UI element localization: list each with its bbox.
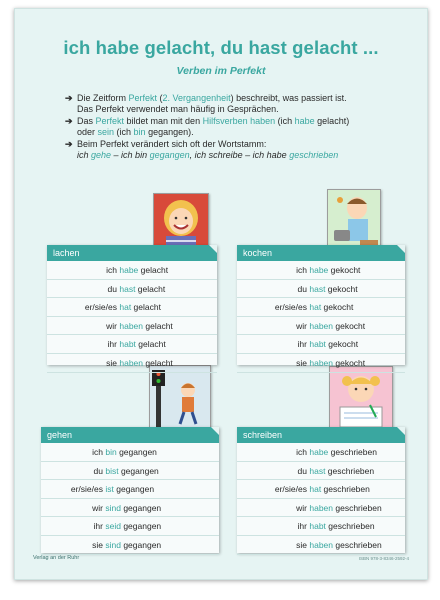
conjugation-row [47,317,217,336]
card-verb-header [47,245,217,261]
rule-text: (ich [114,127,134,138]
conjugation-row [237,354,405,373]
rule-item [67,139,407,162]
participle: geschrieben [335,539,382,550]
conjugation-row [41,462,219,481]
rule-line [77,116,407,127]
pronoun: er/sie/es [274,484,307,495]
auxiliary-verb: sind [103,539,124,550]
card-verb-label: schreiben [243,430,283,440]
auxiliary-verb: haben [307,539,336,550]
card-corner-fold [397,427,405,435]
highlighted-term: Hilfsverben haben [202,115,276,126]
pronoun: ihr [93,521,103,532]
pronoun: sie [296,357,307,368]
rule-item [67,93,407,116]
poster-subtitle: Verben im Perfekt [176,65,266,77]
card-verb-header [237,427,405,443]
auxiliary-verb: haben [307,320,336,331]
pronoun: ihr [107,339,117,350]
auxiliary-verb: habt [307,521,329,532]
pronoun: sie [296,539,307,550]
writing-girl-icon [330,367,392,429]
rule-text: gegangen). [145,127,194,138]
conjugation-row [237,261,405,280]
rule-text: ) beschreibt, was passiert ist. [230,93,347,103]
conjugation-card-lachen [47,245,217,368]
conjugation-row [237,536,405,555]
conjugation-row [237,335,405,354]
auxiliary-verb: hast [307,465,328,476]
highlighted-term: bin [133,127,146,138]
rule-item [67,116,407,139]
conjugation-row [47,280,217,299]
conjugation-row [47,335,217,354]
pronoun: sie [106,357,117,368]
rules-list [67,93,407,161]
rule-text: oder [77,127,98,138]
pronoun: du [93,465,103,476]
laughing-girl-icon [154,194,208,252]
rule-text: – ich bin [111,150,150,161]
pronoun: du [297,465,307,476]
rule-line [77,93,407,104]
highlighted-term: habe [294,115,315,126]
participle: gelacht [145,320,173,331]
pronoun: er/sie/es [274,302,307,313]
auxiliary-verb: hat [117,302,134,313]
rule-line [77,104,407,115]
conjugation-row [47,261,217,280]
highlighted-term: gehe [91,150,112,161]
auxiliary-verb: haben [117,357,146,368]
participle: geschrieben [330,447,377,457]
card-corner-fold [397,245,405,253]
rule-text: Das [77,115,96,126]
auxiliary-verb: haben [307,502,336,513]
auxiliary-verb: haben [307,357,336,368]
auxiliary-verb: bist [103,465,121,476]
conjugation-card-gehen [41,427,219,553]
auxiliary-verb: sind [103,502,124,513]
pronoun: sie [92,539,103,550]
pronoun: wir [296,502,307,513]
pronoun: ich [296,447,307,457]
participle: gelacht [138,339,166,350]
auxiliary-verb: habt [117,339,139,350]
auxiliary-verb: habe [307,265,331,275]
pronoun: ich [296,265,307,275]
participle: gekocht [335,320,366,331]
pronoun: du [297,283,307,294]
card-corner-fold [209,245,217,253]
conjugation-row [237,298,405,317]
rule-line [77,127,407,138]
rule-line [77,150,407,161]
auxiliary-verb: habt [307,339,329,350]
highlighted-term: Perfekt [95,115,125,126]
conjugation-card-kochen [237,245,405,368]
conjugation-row [237,499,405,518]
card-verb-label: gehen [47,430,73,440]
poster-title: ich habe gelacht, du hast gelacht ... [63,37,379,58]
rule-text: Beim Perfekt verändert sich oft der Wortstamm: [77,138,267,149]
conjugation-row [47,298,217,317]
auxiliary-verb: ist [103,484,117,495]
pronoun: wir [296,320,307,331]
participle: geschrieben [328,521,375,532]
conjugation-row [41,499,219,518]
isbn-label: ISBN 978-3-8346-2592-4 [358,556,409,561]
card-corner-fold [211,427,219,435]
pronoun: ihr [297,339,307,350]
highlighted-term: sein [97,127,115,138]
card-verb-label: lachen [53,248,80,258]
auxiliary-verb: hast [117,283,138,294]
conjugation-row [237,317,405,336]
highlighted-term: 2. Vergangenheit [162,93,231,103]
conjugation-row [47,354,217,373]
participle: gekocht [335,357,366,368]
rule-text: ich [77,150,92,161]
participle: gekocht [328,339,359,350]
participle: gekocht [323,302,354,313]
auxiliary-verb: habe [307,447,331,457]
participle: gelacht [137,283,166,294]
auxiliary-verb: haben [117,320,146,331]
participle: gegangen [116,484,155,495]
conjugation-row [237,280,405,299]
rule-line [77,139,407,150]
participle: gegangen [119,447,157,457]
conjugation-row [237,480,405,499]
card-verb-header [237,245,405,261]
conjugation-row [41,480,219,499]
participle: gelacht [133,302,161,313]
cooking-boy-icon [328,190,380,250]
rule-text: (ich [275,115,295,126]
auxiliary-verb: hast [307,283,328,294]
participle: geschrieben [335,502,382,513]
rule-text: ( [157,93,163,103]
rule-text: gelacht) [314,115,350,126]
rule-text: Die Zeitform [77,93,129,103]
conjugation-row [41,517,219,536]
conjugation-row [41,443,219,462]
participle: geschrieben [327,465,375,476]
participle: geschrieben [323,484,370,495]
auxiliary-verb: habe [117,265,141,275]
pronoun: du [107,283,117,294]
arrow-icon: ➔ [65,93,73,103]
auxiliary-verb: hat [307,302,324,313]
illustration-writing-girl [329,366,393,430]
arrow-icon: ➔ [65,138,73,149]
arrow-icon: ➔ [65,115,73,126]
card-verb-label: kochen [243,248,273,258]
participle: gelacht [145,357,173,368]
conjugation-row [41,536,219,555]
auxiliary-verb: bin [103,447,120,457]
participle: gekocht [330,265,361,275]
conjugation-row [237,517,405,536]
illustration-walking-child [149,365,211,431]
participle: gegangen [120,465,159,476]
conjugation-row [237,443,405,462]
participle: gegangen [123,539,162,550]
highlighted-term: gegangen [149,150,190,161]
publisher-label: Verlag an der Ruhr [33,555,80,561]
card-verb-header [41,427,219,443]
highlighted-term: Perfekt [128,93,158,103]
rule-text: Das Perfekt verwendet man häufig in Gesprächen. [77,104,279,115]
conjugation-row [237,462,405,481]
pronoun: ich [92,447,103,457]
illustration-cooking-boy [327,189,381,251]
pronoun: wir [92,502,103,513]
pronoun: ihr [297,521,307,532]
auxiliary-verb: hat [307,484,324,495]
pronoun: er/sie/es [84,302,117,313]
participle: gekocht [327,283,358,294]
poster [14,8,428,580]
rule-text: , ich schreibe – ich habe [189,150,290,161]
participle: gegangen [123,521,162,532]
pronoun: wir [106,320,117,331]
highlighted-term: geschrieben [289,150,339,161]
pronoun: ich [106,265,117,275]
conjugation-card-schreiben [237,427,405,553]
participle: gegangen [123,502,162,513]
rule-text: bildet man mit den [124,115,203,126]
auxiliary-verb: seid [103,521,124,532]
participle: gelacht [140,265,169,275]
walking-child-icon [150,366,210,430]
illustration-laughing-girl [153,193,209,253]
pronoun: er/sie/es [70,484,103,495]
